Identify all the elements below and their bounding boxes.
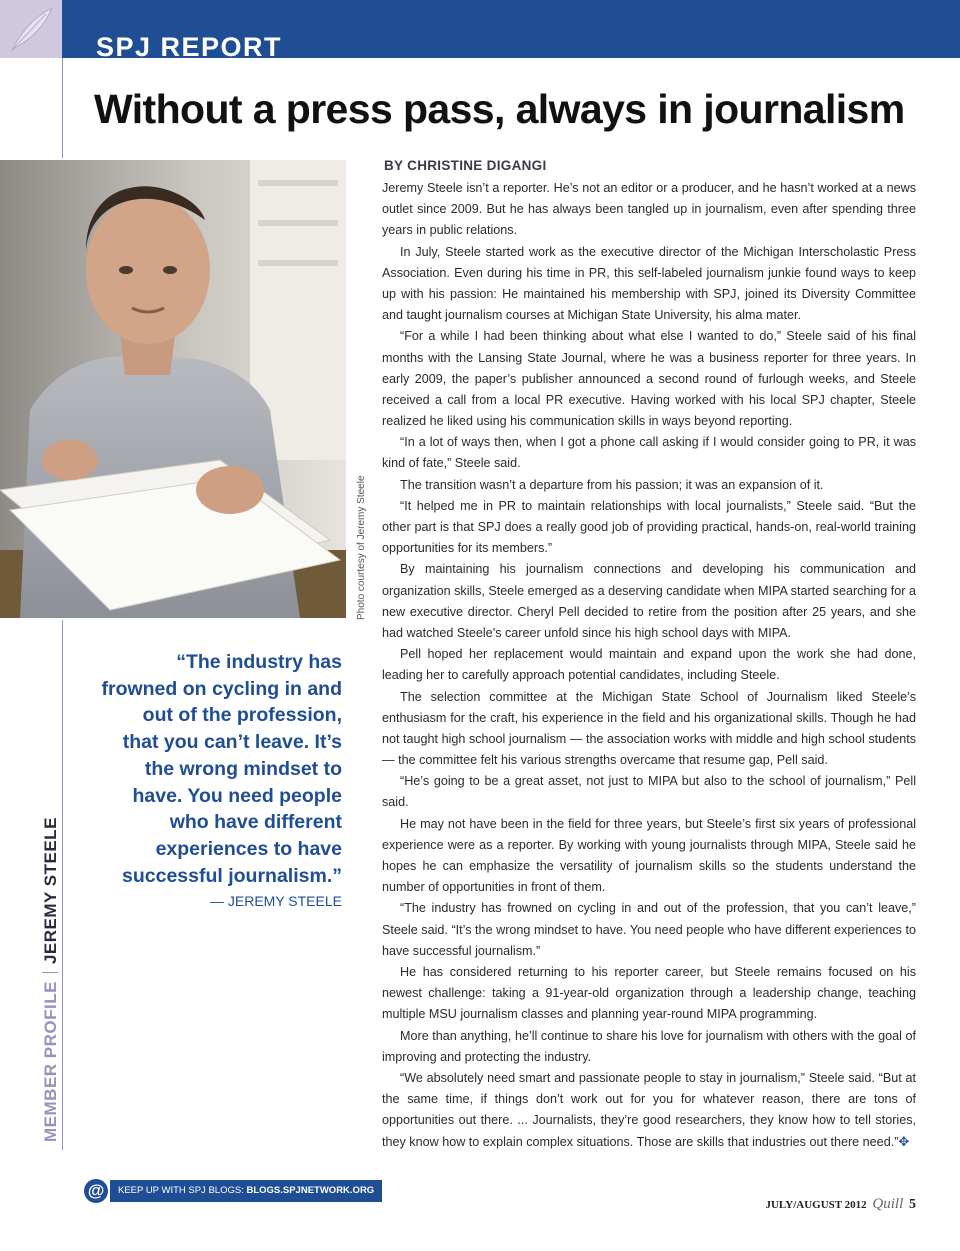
- quill-feather-icon: [6, 4, 56, 54]
- issue-date: JULY/AUGUST 2012: [765, 1199, 867, 1211]
- photo-credit: Photo courtesy of Jeremy Steele: [356, 475, 367, 620]
- article-paragraph: The transition wasn’t a departure from his passion; it was an expansion of it.: [400, 477, 824, 492]
- at-sign-icon: @: [84, 1179, 108, 1203]
- article-paragraph-last: [382, 1068, 916, 1154]
- article-body: [382, 178, 916, 1154]
- pull-quote-line: the wrong mindset to: [144, 757, 342, 780]
- article-paragraph-text: “We absolutely need smart and passionate people to stay in journalism,” Steele said. “But at the same time, if things don’t work out for you for whatever reason, there are tons of opportunities out there. ... Journalists, they’re good researchers, they know how to tell stories, they know how to explain complex situations. Those are skills that industries out there need.”: [382, 1070, 916, 1150]
- side-section-tag: [40, 817, 62, 1142]
- left-divider-top: [62, 58, 63, 158]
- article-paragraph: Pell hoped her replacement would maintain and expand upon the work she had done, leading her to carefully approach potential candidates, including Steele.: [382, 647, 916, 683]
- page-footer: [765, 1196, 916, 1213]
- article-paragraph: “For a while I had been thinking about what else I wanted to do,” Steele said of his final months with the Lansing State Journal, where he was a business reporter for three years. In early 2009, the paper’s publisher announced a second round of furlough weeks, and Steele received a call from a local PR executive. Having worked with his local SPJ chapter, Steele realized he liked using his communication skills in ways beyond reporting.: [382, 329, 916, 429]
- article-paragraph: By maintaining his journalism connections and developing his communication and organization skills, Steele emerged as a deserving candidate when MIPA started searching for a new executive director. Cheryl Pell decided to retire from the position after 25 years, and she had watched Steele’s career unfold since his high school days with MIPA.: [382, 562, 916, 640]
- pull-quote-attribution: — JEREMY STEELE: [209, 893, 342, 909]
- article-paragraph: Jeremy Steele isn’t a reporter. He’s not an editor or a producer, and he hasn’t worked at a news outlet since 2009. But he has always been tangled up in journalism, even after spending three years in public relations.: [382, 181, 916, 238]
- pull-quote-line: experiences to have: [155, 837, 342, 860]
- pull-quote-line: have. You need people: [132, 784, 342, 807]
- article-paragraph: In July, Steele started work as the executive director of the Michigan Interscholastic Press Association. Even during his time in PR, this self-labeled journalism junkie found ways to keep up with his passion: He maintained his membership with SPJ, joined its Diversity Committee and taught journalism courses at Michigan State University, his alma mater.: [382, 244, 916, 323]
- article-paragraph: “He’s going to be a great asset, not just to MIPA but also to the school of journalism,” Pell said.: [382, 774, 916, 810]
- side-tag-category: MEMBER PROFILE: [41, 981, 60, 1142]
- left-divider-bottom: [62, 620, 63, 1150]
- side-tag-name: JEREMY STEELE: [41, 817, 60, 965]
- article-paragraph: The selection committee at the Michigan State School of Journalism liked Steele’s enthusiasm for the craft, his experience in the field and his organizational skills. Though he had not taught high school journalism — the association works with middle and high school students — the committee felt his various strengths overcame that resume gap, Pell said.: [382, 689, 916, 768]
- side-tag-separator: [42, 972, 58, 973]
- section-label: SPJ REPORT: [96, 32, 283, 62]
- pull-quote-line: successful journalism.”: [122, 864, 342, 887]
- byline: BY CHRISTINE DIGANGI: [384, 158, 547, 173]
- article-paragraph: More than anything, he’ll continue to share his love for journalism with others with the goal of improving and protecting the industry.: [382, 1028, 916, 1064]
- blog-promo[interactable]: [84, 1180, 382, 1202]
- pull-quote-line: frowned on cycling in and: [101, 677, 342, 700]
- pull-quote-line: who have different: [169, 811, 342, 834]
- article-headline: Without a press pass, always in journalism: [94, 86, 905, 132]
- blog-promo-strip[interactable]: [110, 1180, 382, 1202]
- pull-quote: [80, 649, 342, 889]
- pull-quote-line: “The industry has: [176, 651, 342, 673]
- magazine-name: Quill: [872, 1196, 904, 1212]
- quill-corner-block: [0, 0, 62, 58]
- article-paragraph: He has considered returning to his reporter career, but Steele remains focused on his newest challenge: taking a 91-year-old organization through a leadership change, teaching multiple MSU journalism classes and planning year-round MIPA programming.: [382, 964, 916, 1022]
- blog-link[interactable]: BLOGS.SPJNETWORK.ORG: [246, 1185, 375, 1196]
- end-of-story-icon: ✥: [898, 1134, 910, 1150]
- article-paragraph: “In a lot of ways then, when I got a phone call asking if I would consider going to PR, it was kind of fate,” Steele said.: [382, 435, 916, 471]
- profile-photo: [0, 160, 346, 618]
- article-paragraph: “It helped me in PR to maintain relationships with local journalists,” Steele said. “But the other part is that SPJ does a really good job of providing practical, hands-on, real-world training opportunities for its members.”: [382, 498, 916, 556]
- article-paragraph: He may not have been in the field for three years, but Steele’s first six years of professional experience were as a reporter. By working with young journalists through MIPA, Steele said he hopes he can emphasize the versatility of journalism skills so the students understand the number of opportunities in front of them.: [382, 816, 916, 895]
- pull-quote-line: out of the profession,: [142, 704, 342, 727]
- blog-promo-prefix: KEEP UP WITH SPJ BLOGS:: [118, 1185, 244, 1196]
- page-number: 5: [909, 1197, 916, 1212]
- pull-quote-line: that you can’t leave. It’s: [122, 731, 342, 754]
- article-paragraph: “The industry has frowned on cycling in and out of the profession, that you can’t leave,” Steele said. “It’s the wrong mindset to have. You need people who have different experiences to have successful journalism.”: [382, 901, 916, 958]
